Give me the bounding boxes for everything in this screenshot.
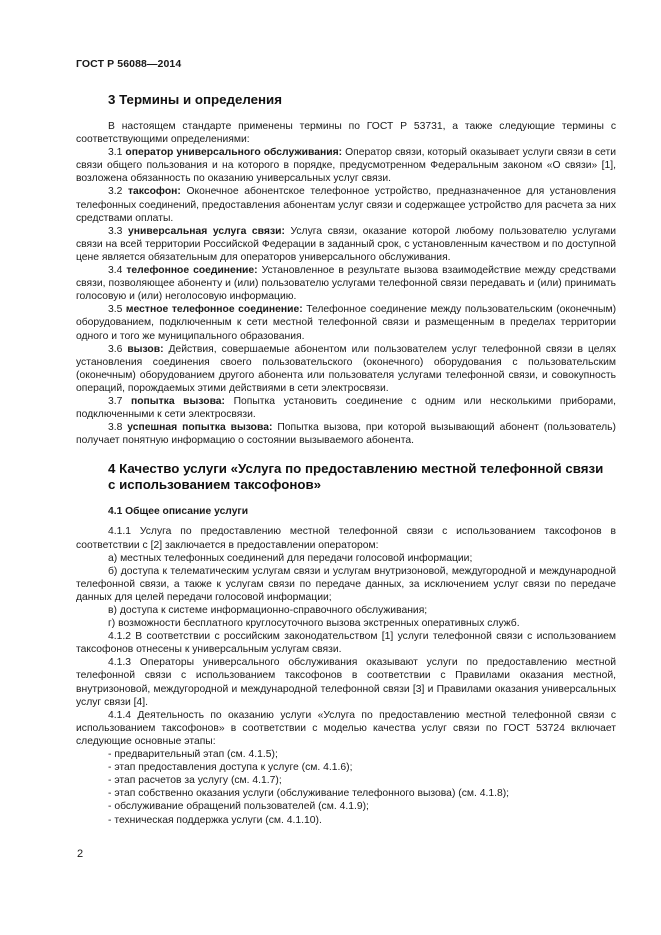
section-3-title: 3 Термины и определения [108, 92, 282, 107]
page-number: 2 [77, 848, 84, 860]
list-item: б) доступа к телематическим услугам связи и услугам внутризоновой, междугородной и международной телефонной связи, а также к услугам связи по передаче данных, за исключением услуг связи по передаче данных для целей передачи голосовой информации; [76, 565, 616, 603]
list-item: - предварительный этап (см. 4.1.5); [108, 749, 278, 761]
term-3-1: 3.1 оператор универсального обслуживания: Оператор связи, который оказывает услуги связи в сети связи общего пользования и на которого в порядке, предусмотренном Федеральным законом «О связи» [1], возложена обязанность по оказанию универсальных услуг связи. [76, 147, 616, 185]
paragraph-4-1-3: 4.1.3 Операторы универсального обслуживания оказывают услуги по предоставлению местной телефонной связи с использованием таксофонов в соответствии с Правилами оказания местной, внутризоновой, междугородной и международной телефонной связи [3] и Правилами оказания универсальных услуг связи [4]. [76, 657, 616, 708]
document-header: ГОСТ Р 56088—2014 [76, 58, 182, 70]
list-item: а) местных телефонных соединений для передачи голосовой информации; [108, 552, 473, 564]
section-4-title: 4 Качество услуги «Услуга по предоставлению местной телефонной связи с использованием таксофонов» [108, 461, 604, 493]
list-item: - этап расчетов за услугу (см. 4.1.7); [108, 775, 282, 787]
term-3-6: 3.6 вызов: Действия, совершаемые абонентом или пользователем услуг телефонной связи в целях установления соединения своего пользовательского (оконечного) оборудования с пользовательским (оконечным) оборудованием другого абонента или пользователя услугами телефонной связи, и совокупность операций, порождаемых этими действиями в сети электросвязи. [76, 343, 616, 394]
term-3-2: 3.2 таксофон: Оконечное абонентское телефонное устройство, предназначенное для установления телефонных соединений, предоставления абонентам услуг связи и содержащее устройство для расчета за них средствами оплаты. [76, 186, 617, 224]
term-3-4: 3.4 телефонное соединение: Установленное в результате вызова взаимодействие между средствами связи, позволяющее абоненту и (или) пользователю услугами телефонной связи передавать и (или) принимать голосовую и (или) неголосовую информацию. [76, 265, 617, 303]
list-item: г) возможности бесплатного круглосуточного вызова экстренных оперативных служб. [108, 618, 520, 630]
paragraph-4-1-4: 4.1.4 Деятельность по оказанию услуги «Услуга по предоставлению местной телефонной связи с использованием таксофонов» в соответствии с моделью качества услуг связи по ГОСТ 53724 включает следующие основные этапы: [76, 709, 616, 747]
list-item: - обслуживание обращений пользователей (см. 4.1.9); [108, 801, 369, 813]
list-item: - этап предоставления доступа к услуге (см. 4.1.6); [108, 762, 353, 774]
paragraph-4-1-1: 4.1.1 Услуга по предоставлению местной телефонной связи с использованием таксофонов в соответствии с [2] заключается в предоставлении оператором: [76, 526, 616, 551]
term-3-5: 3.5 местное телефонное соединение: Телефонное соединение между пользовательским (оконечным) оборудованием, подключенным к сети местной телефонной связи и размещенным в пределах территории одного и того же муниципального образования. [76, 304, 617, 342]
term-3-8: 3.8 успешная попытка вызова: Попытка вызова, при которой вызывающий абонент (пользователь) получает понятную информацию о состоянии вызываемого абонента. [76, 422, 616, 447]
term-3-3: 3.3 универсальная услуга связи: Услуга связи, оказание которой любому пользователю услугами связи на всей территории Российской Федерации в заданный срок, с установленным качеством и по доступной цене является обязательным для операторов универсального обслуживания. [76, 225, 617, 263]
term-3-7: 3.7 попытка вызова: Попытка установить соединение с одним или несколькими приборами, подключенными к сети электросвязи. [76, 395, 617, 421]
paragraph-4-1-2: 4.1.2 В соответствии с российским законодательством [1] услуги телефонной связи с использованием таксофонов отнесены к универсальным услугам связи. [76, 631, 616, 656]
list-item: - этап собственно оказания услуги (обслуживание телефонного вызова) (см. 4.1.8); [108, 788, 510, 800]
list-item: в) доступа к системе информационно-справочного обслуживания; [108, 605, 428, 616]
section-3-intro: В настоящем стандарте применены термины по ГОСТ Р 53731, а также следующие термины с соответствующими определениями: [76, 121, 616, 146]
subsection-4-1-title: 4.1 Общее описание услуги [108, 506, 249, 518]
document-body [76, 92, 616, 827]
list-item: - техническая поддержка услуги (см. 4.1.10). [108, 814, 322, 826]
